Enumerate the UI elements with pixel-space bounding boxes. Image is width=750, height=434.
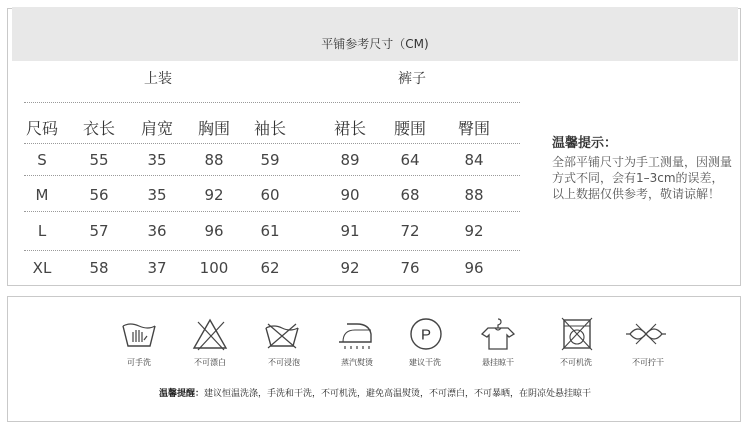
care-label-hang-dry: 悬挂晾干 [482,358,514,367]
header-shoulder: 肩宽 [140,119,173,138]
table-cell: 84 [464,151,484,169]
table-cell: 96 [464,259,484,277]
header-length: 衣长 [82,119,115,138]
header-chest: 胸围 [197,119,230,138]
group-label-top: 上装 [144,71,172,87]
table-cell: 92 [340,259,360,277]
care-label-no-bleach: 不可漂白 [194,358,226,367]
care-label-no-wring: 不可拧干 [632,358,664,367]
table-cell: 89 [340,151,360,169]
header-skirt-length: 裙长 [333,119,366,138]
table-cell: 57 [89,222,109,240]
care-label-no-machine-wash: 不可机洗 [560,358,592,367]
table-cell: 59 [260,151,280,169]
table-cell: M [35,186,49,204]
hang-dry-icon [468,316,528,352]
table-cell: 64 [400,151,420,169]
table-cell: 72 [400,222,420,240]
care-tip [0,386,750,399]
header-size: 尺码 [25,119,58,138]
table-cell: 88 [204,151,224,169]
care-tip-label: 温馨提醒： [158,389,204,399]
header-hip: 臀围 [457,119,490,138]
svg-text:P: P [420,326,432,344]
table-cell: S [37,151,47,169]
table-cell: 76 [400,259,420,277]
table-cell: 35 [147,186,167,204]
no-bleach-icon [180,316,240,352]
size-chart-title: 平铺参考尺寸（CM) [321,37,429,51]
table-cell: XL [32,259,52,277]
table-divider [24,175,520,176]
table-cell: 37 [147,259,167,277]
group-label-pants: 裤子 [398,71,426,87]
size-chart-title-bar [12,7,738,61]
header-waist: 腰围 [393,119,426,138]
care-label-hand-wash: 可手洗 [127,358,151,367]
header-sleeve: 袖长 [253,119,286,138]
no-wring-icon [616,316,676,352]
table-divider [24,143,520,144]
care-label-steam-iron: 蒸汽熨烫 [341,358,373,367]
table-divider [24,211,520,212]
steam-iron-icon [325,316,385,352]
table-cell: 90 [340,186,360,204]
care-label-dry-clean: 建议干洗 [409,358,441,367]
note-body: 全部平铺尺寸为手工测量，因测量方式不同，会有1–3cm的误差，以上数据仅供参考，敬请谅解！ [552,155,733,201]
note-title: 温馨提示： [552,136,618,151]
table-cell: 96 [204,222,224,240]
dry-clean-icon [396,316,456,352]
table-cell: L [37,222,47,240]
table-cell: 68 [400,186,420,204]
table-divider [24,102,520,103]
table-cell: 62 [260,259,280,277]
no-soak-icon [252,316,312,350]
table-divider [24,250,520,251]
table-cell: 58 [89,259,109,277]
table-cell: 60 [260,186,280,204]
hand-wash-icon [109,316,169,350]
table-cell: 56 [89,186,109,204]
table-cell: 61 [260,222,280,240]
no-machine-wash-icon [547,316,607,352]
table-cell: 92 [204,186,224,204]
table-cell: 88 [464,186,484,204]
table-cell: 35 [147,151,167,169]
table-cell: 100 [199,259,229,277]
care-label-no-soak: 不可浸泡 [268,358,300,367]
care-tip-text: 建议恒温洗涤，手洗和干洗，不可机洗，避免高温熨烫，不可漂白，不可暴晒，在阴凉处悬挂晾干 [204,389,592,399]
table-cell: 36 [147,222,167,240]
table-cell: 91 [340,222,360,240]
table-cell: 92 [464,222,484,240]
table-cell: 55 [89,151,109,169]
